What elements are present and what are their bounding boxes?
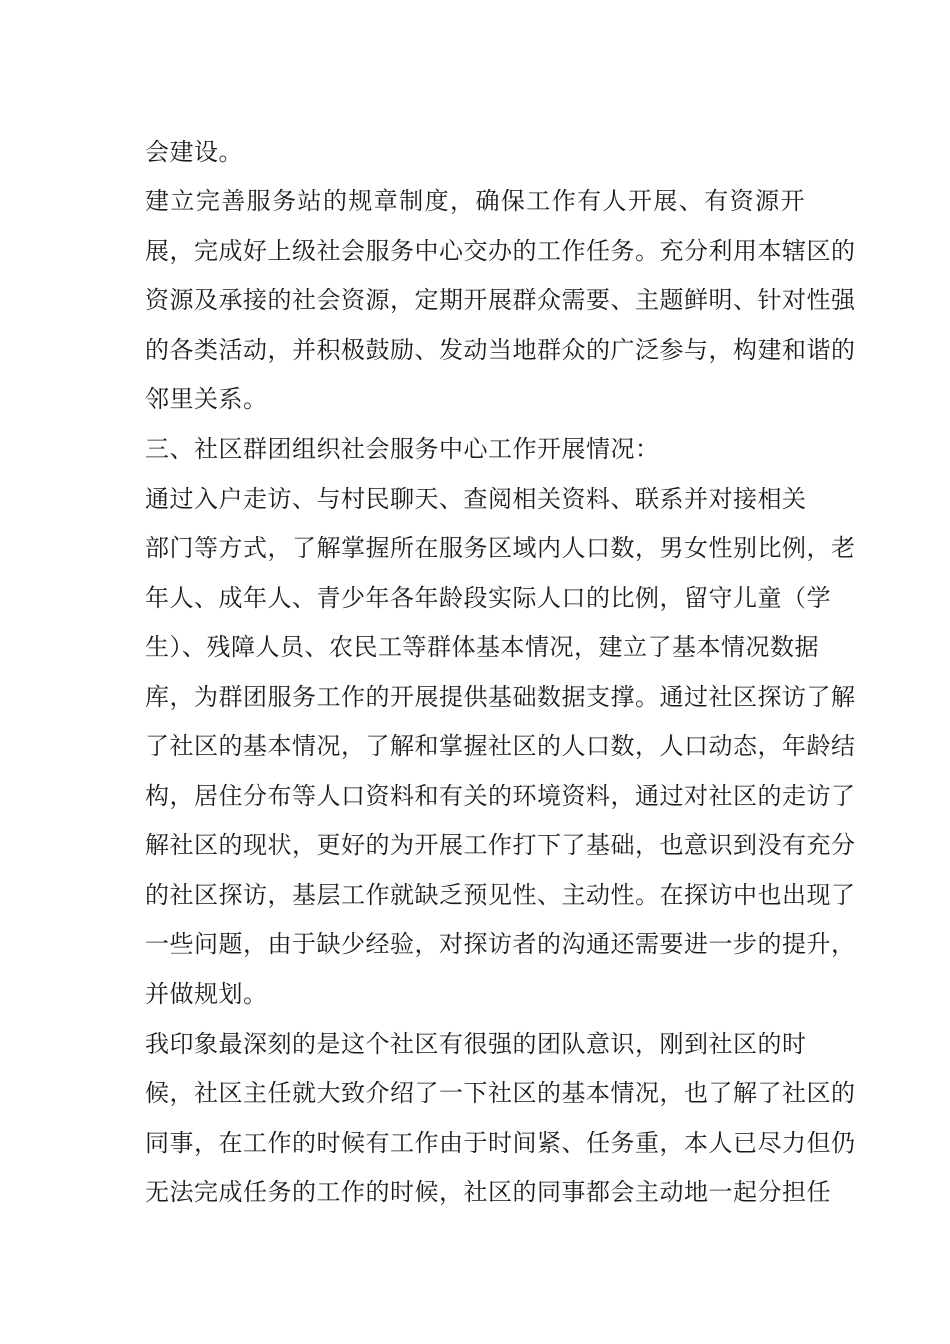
paragraph-line: 了社区的基本情况，了解和掌握社区的人口数，人口动态，年龄结 — [145, 732, 856, 760]
paragraph-line: 我印象最深刻的是这个社区有很强的团队意识，刚到社区的时 — [145, 1030, 807, 1058]
paragraph-line: 无法完成任务的工作的时候，社区的同事都会主动地一起分担任 — [145, 1178, 831, 1206]
text-line: 会建设。 — [145, 138, 243, 166]
paragraph-line: 的各类活动，并积极鼓励、发动当地群众的广泛参与，构建和谐的 — [145, 336, 856, 364]
paragraph-line: 同事，在工作的时候有工作由于时间紧、任务重，本人已尽力但仍 — [145, 1129, 856, 1157]
paragraph-line: 解社区的现状，更好的为开展工作打下了基础，也意识到没有充分 — [145, 831, 856, 859]
paragraph-line: 邻里关系。 — [145, 385, 268, 413]
section-heading: 三、社区群团组织社会服务中心工作开展情况： — [145, 435, 660, 463]
paragraph-line: 资源及承接的社会资源，定期开展群众需要、主题鲜明、针对性强 — [145, 286, 856, 314]
paragraph-line: 建立完善服务站的规章制度，确保工作有人开展、有资源开 — [145, 187, 805, 215]
paragraph-line: 展，完成好上级社会服务中心交办的工作任务。充分利用本辖区的 — [145, 237, 856, 265]
paragraph-line: 候，社区主任就大致介绍了一下社区的基本情况，也了解了社区的 — [145, 1079, 856, 1107]
paragraph-line: 部门等方式，了解掌握所在服务区域内人口数，男女性别比例，老 — [145, 534, 856, 562]
paragraph-line: 构，居住分布等人口资料和有关的环境资料，通过对社区的走访了 — [145, 782, 856, 810]
paragraph-line: 一些问题，由于缺少经验，对探访者的沟通还需要进一步的提升， — [145, 930, 856, 958]
paragraph-line: 的社区探访，基层工作就缺乏预见性、主动性。在探访中也出现了 — [145, 881, 856, 909]
paragraph-line: 通过入户走访、与村民聊天、查阅相关资料、联系并对接相关 — [145, 485, 807, 513]
paragraph-line: 并做规划。 — [145, 980, 268, 1008]
paragraph-line: 年人、成年人、青少年各年龄段实际人口的比例，留守儿童（学 — [145, 584, 831, 612]
paragraph-line: 生）、残障人员、农民工等群体基本情况，建立了基本情况数据 — [145, 633, 819, 661]
paragraph-line: 库，为群团服务工作的开展提供基础数据支撑。通过社区探访了解 — [145, 683, 856, 711]
